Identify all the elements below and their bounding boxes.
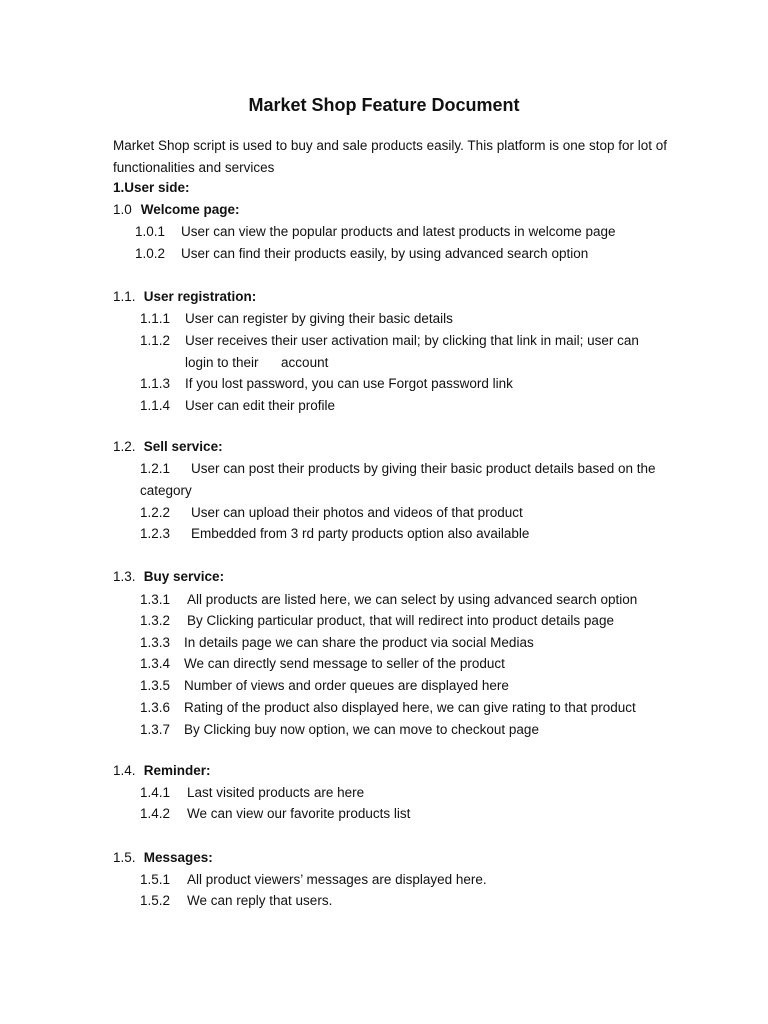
list-item <box>140 309 453 329</box>
document-title: Market Shop Feature Document <box>248 95 520 115</box>
item-text: User can edit their profile <box>185 398 336 413</box>
section-sell-heading <box>113 437 223 457</box>
list-item <box>140 524 529 544</box>
item-number: 1.5.1 <box>140 872 171 887</box>
item-text: Embedded from 3 rd party products option also available <box>191 526 530 541</box>
section-reminder-heading <box>113 761 211 781</box>
item-number: 1.1.4 <box>140 398 171 413</box>
item-number: 1.0.2 <box>135 246 166 261</box>
item-text: In details page we can share the product via social Medias <box>184 635 534 650</box>
item-number: 1.3.6 <box>140 700 171 715</box>
item-number: 1.4.2 <box>140 806 171 821</box>
list-item <box>140 503 523 523</box>
item-number: 1.5.2 <box>140 893 171 908</box>
list-item <box>140 396 335 416</box>
item-text: User can register by giving their basic details <box>185 311 453 326</box>
item-number: 1.4.1 <box>140 785 171 800</box>
list-item <box>140 611 614 631</box>
section-registration-heading <box>113 287 256 307</box>
section-number: 1.1. <box>113 289 136 304</box>
list-item <box>140 654 505 674</box>
section-number: 1.5. <box>113 850 136 865</box>
item-text: We can directly send message to seller of the product <box>184 656 505 671</box>
list-item <box>135 222 616 242</box>
item-text: Number of views and order queues are displayed here <box>184 678 509 693</box>
item-number: 1.2.1 <box>140 461 171 476</box>
item-number: 1.2.2 <box>140 505 171 520</box>
section-messages-heading <box>113 848 213 868</box>
item-number: 1.3.2 <box>140 613 171 628</box>
section-title: User registration: <box>143 289 257 304</box>
list-item-continuation: category <box>140 483 192 498</box>
list-item <box>140 633 534 653</box>
section-welcome-heading <box>113 200 240 220</box>
item-number: 1.1.3 <box>140 376 171 391</box>
item-number: 1.3.5 <box>140 678 171 693</box>
list-item <box>140 870 487 890</box>
list-item <box>140 459 656 479</box>
list-item <box>135 244 588 264</box>
section-number: 1.2. <box>113 439 136 454</box>
user-side-heading: 1.User side: <box>113 180 190 195</box>
section-number: 1.0 <box>113 202 132 217</box>
item-number: 1.3.3 <box>140 635 171 650</box>
item-number: 1.3.1 <box>140 592 171 607</box>
list-item <box>140 698 636 718</box>
section-title: Buy service: <box>143 569 225 584</box>
item-number: 1.2.3 <box>140 526 171 541</box>
item-text: User can find their products easily, by using advanced search option <box>181 246 589 261</box>
item-text: By Clicking particular product, that will redirect into product details page <box>187 613 614 628</box>
list-item <box>140 804 410 824</box>
section-title: Welcome page: <box>140 202 240 217</box>
item-text: User receives their user activation mail; by clicking that link in mail; user can <box>185 333 639 348</box>
list-item <box>140 783 364 803</box>
list-item <box>140 331 639 351</box>
list-item <box>140 891 332 911</box>
item-text: User can post their products by giving their basic product details based on the <box>191 461 656 476</box>
item-text: Last visited products are here <box>187 785 365 800</box>
item-number: 1.3.7 <box>140 722 171 737</box>
item-text: If you lost password, you can use Forgot password link <box>185 376 513 391</box>
section-title: Sell service: <box>143 439 223 454</box>
item-text: Rating of the product also displayed here, we can give rating to that product <box>184 700 636 715</box>
list-item-continuation: login to their account <box>185 355 329 370</box>
item-number: 1.1.2 <box>140 333 171 348</box>
item-text: User can view the popular products and latest products in welcome page <box>181 224 616 239</box>
item-text: All product viewers’ messages are displayed here. <box>187 872 487 887</box>
intro-paragraph: Market Shop script is used to buy and sale products easily. This platform is one stop for lot of functionalities and services <box>113 138 668 175</box>
item-number: 1.0.1 <box>135 224 166 239</box>
item-number: 1.1.1 <box>140 311 171 326</box>
section-buy-heading <box>113 567 224 587</box>
item-text: All products are listed here, we can select by using advanced search option <box>187 592 638 607</box>
item-text: We can reply that users. <box>187 893 333 908</box>
list-item <box>140 676 509 696</box>
section-number: 1.4. <box>113 763 136 778</box>
list-item <box>140 720 539 740</box>
item-text: We can view our favorite products list <box>187 806 411 821</box>
section-title: Reminder: <box>143 763 211 778</box>
list-item <box>140 590 637 610</box>
item-text: By Clicking buy now option, we can move to checkout page <box>184 722 539 737</box>
section-title: Messages: <box>143 850 213 865</box>
item-number: 1.3.4 <box>140 656 171 671</box>
item-text: User can upload their photos and videos of that product <box>191 505 523 520</box>
section-number: 1.3. <box>113 569 136 584</box>
list-item <box>140 374 513 394</box>
